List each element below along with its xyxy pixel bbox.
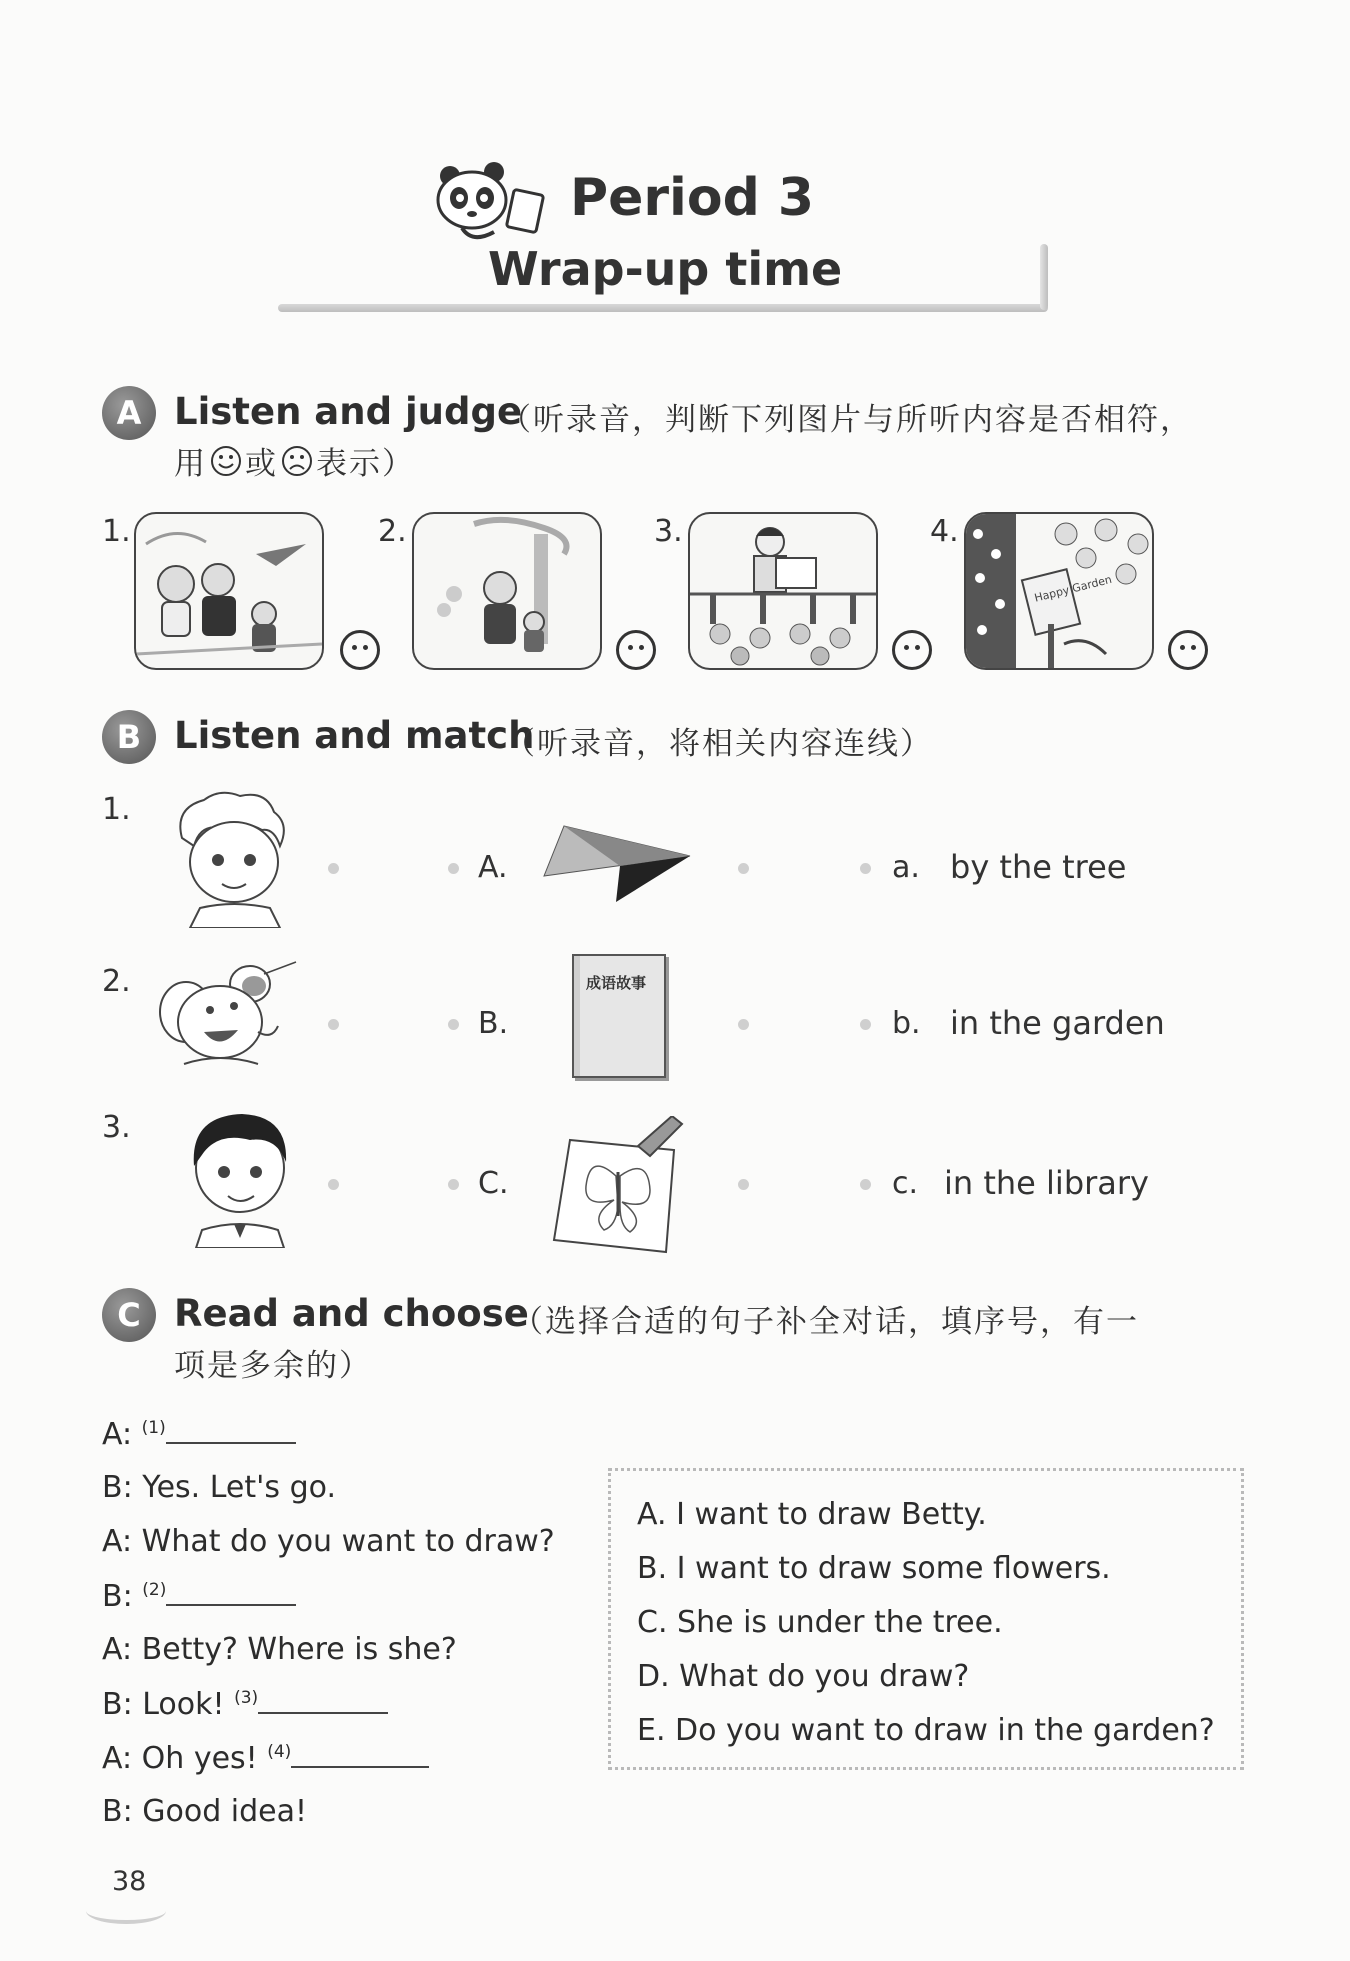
boy-drawing-in-garden-illustration: [690, 514, 876, 668]
match-dot[interactable]: [328, 1179, 339, 1190]
match-dot[interactable]: [738, 1179, 749, 1190]
page-number-swoosh: [86, 1898, 166, 1924]
item-number: 2.: [378, 514, 407, 549]
dialogue-text: Betty? Where is she?: [141, 1632, 457, 1667]
dialogue-line: [102, 1794, 307, 1829]
match-dot[interactable]: [738, 863, 749, 874]
dialogue-line: [102, 1740, 429, 1776]
speaker: B:: [102, 1579, 133, 1614]
match-phrase: by the tree: [950, 848, 1127, 886]
picture-letter: B.: [478, 1006, 509, 1041]
match-dot[interactable]: [448, 1019, 459, 1030]
item-number: 3.: [654, 514, 683, 549]
answer-face-icon[interactable]: [1168, 630, 1208, 670]
smile-face-icon: [209, 444, 243, 478]
option-e: E. Do you want to draw in the garden?: [637, 1713, 1215, 1748]
section-a-instruction-line2: [174, 438, 415, 483]
answer-face-icon[interactable]: [340, 630, 380, 670]
option-b: B. I want to draw some flowers.: [637, 1551, 1111, 1586]
answer-blank[interactable]: [166, 1416, 296, 1444]
match-dot[interactable]: [738, 1019, 749, 1030]
speaker: B:: [102, 1470, 133, 1505]
options-box: [608, 1468, 1244, 1770]
answer-face-icon[interactable]: [616, 630, 656, 670]
section-c-badge: C: [102, 1288, 156, 1342]
sad-face-icon: [280, 444, 314, 478]
butterfly-drawing-icon: [550, 1116, 686, 1256]
answer-blank[interactable]: [258, 1686, 388, 1714]
speaker: A:: [102, 1524, 133, 1559]
panda-mascot-icon: [432, 158, 552, 248]
speaker: A:: [102, 1632, 133, 1667]
dialogue-line: [102, 1578, 296, 1614]
picture-3: [688, 512, 878, 670]
match-dot[interactable]: [328, 1019, 339, 1030]
section-c-title: Read and choose: [174, 1292, 529, 1335]
dialogue-line: [102, 1416, 296, 1452]
dark-haired-boy-icon: [180, 1106, 300, 1248]
garden-sign-illustration: [966, 514, 1152, 668]
answer-face-icon[interactable]: [892, 630, 932, 670]
section-c-instruction-line1: （选择合适的句子补全对话，填序号，有一: [512, 1304, 1139, 1340]
dialogue-text: What do you want to draw?: [141, 1524, 555, 1559]
title-underline: [278, 304, 1048, 312]
phrase-letter: b.: [892, 1006, 921, 1041]
option-a: A. I want to draw Betty.: [637, 1497, 987, 1532]
match-dot[interactable]: [860, 1179, 871, 1190]
page-subtitle: Wrap-up time: [488, 242, 843, 296]
section-c-instruction-line2: 项是多余的）: [174, 1348, 372, 1384]
instruction-text: 或: [245, 446, 278, 482]
picture-letter: C.: [478, 1166, 509, 1201]
curly-haired-boy-icon: [170, 788, 296, 928]
idiom-storybook-icon: [572, 954, 666, 1078]
dialogue-text: Yes. Let's go.: [142, 1470, 336, 1505]
match-dot[interactable]: [860, 863, 871, 874]
section-a-badge: A: [102, 386, 156, 440]
dialogue-line: [102, 1632, 457, 1667]
instruction-text: 表示）: [316, 446, 415, 482]
picture-4: [964, 512, 1154, 670]
picture-1: [134, 512, 324, 670]
dialogue-text: Good idea!: [142, 1794, 308, 1829]
section-a-instruction-line1: （听录音，判断下列图片与所听内容是否相符，: [500, 402, 1193, 438]
instruction-text: 用: [174, 446, 207, 482]
item-number: 1.: [102, 792, 131, 827]
match-dot[interactable]: [860, 1019, 871, 1030]
option-d: D. What do you draw?: [637, 1659, 970, 1694]
speaker: B:: [102, 1794, 133, 1829]
picture-letter: A.: [478, 850, 508, 885]
page-title: Period 3: [570, 168, 815, 228]
blank-label: (3): [234, 1688, 259, 1708]
dialogue-text: Look!: [142, 1687, 225, 1722]
mouse-character-icon: [154, 960, 304, 1072]
page-number: 38: [112, 1866, 147, 1897]
dialogue-line: [102, 1470, 336, 1505]
item-number: 1.: [102, 514, 131, 549]
blank-label: (1): [141, 1418, 166, 1438]
match-phrase: in the garden: [950, 1004, 1165, 1042]
section-a-title: Listen and judge: [174, 390, 523, 433]
garden-sign-text: Happy Garden: [1033, 572, 1114, 605]
dialogue-line: [102, 1686, 388, 1722]
section-b-title: Listen and match: [174, 714, 535, 757]
phrase-letter: a.: [892, 850, 920, 885]
item-number: 3.: [102, 1110, 131, 1145]
section-b-instruction: （听录音，将相关内容连线）: [504, 726, 933, 762]
speaker: B:: [102, 1687, 133, 1722]
book-title: 成语故事: [586, 974, 647, 992]
kids-near-tree-illustration: [414, 514, 600, 668]
match-dot[interactable]: [448, 863, 459, 874]
match-dot[interactable]: [328, 863, 339, 874]
answer-blank[interactable]: [166, 1578, 296, 1606]
picture-2: [412, 512, 602, 670]
speaker: A:: [102, 1417, 133, 1452]
item-number: 2.: [102, 964, 131, 999]
title-underline-end: [1040, 244, 1048, 310]
answer-blank[interactable]: [291, 1740, 429, 1768]
match-dot[interactable]: [448, 1179, 459, 1190]
option-c: C. She is under the tree.: [637, 1605, 1003, 1640]
speaker: A:: [102, 1741, 133, 1776]
kids-flying-paper-plane-illustration: [136, 514, 322, 668]
paper-plane-icon: [540, 820, 692, 906]
dialogue-line: [102, 1524, 555, 1559]
section-b-badge: B: [102, 710, 156, 764]
item-number: 4.: [930, 514, 959, 549]
dialogue-text: Oh yes!: [141, 1741, 258, 1776]
blank-label: (2): [142, 1580, 167, 1600]
phrase-letter: c.: [892, 1166, 919, 1201]
match-phrase: in the library: [944, 1164, 1149, 1202]
blank-label: (4): [267, 1742, 292, 1762]
